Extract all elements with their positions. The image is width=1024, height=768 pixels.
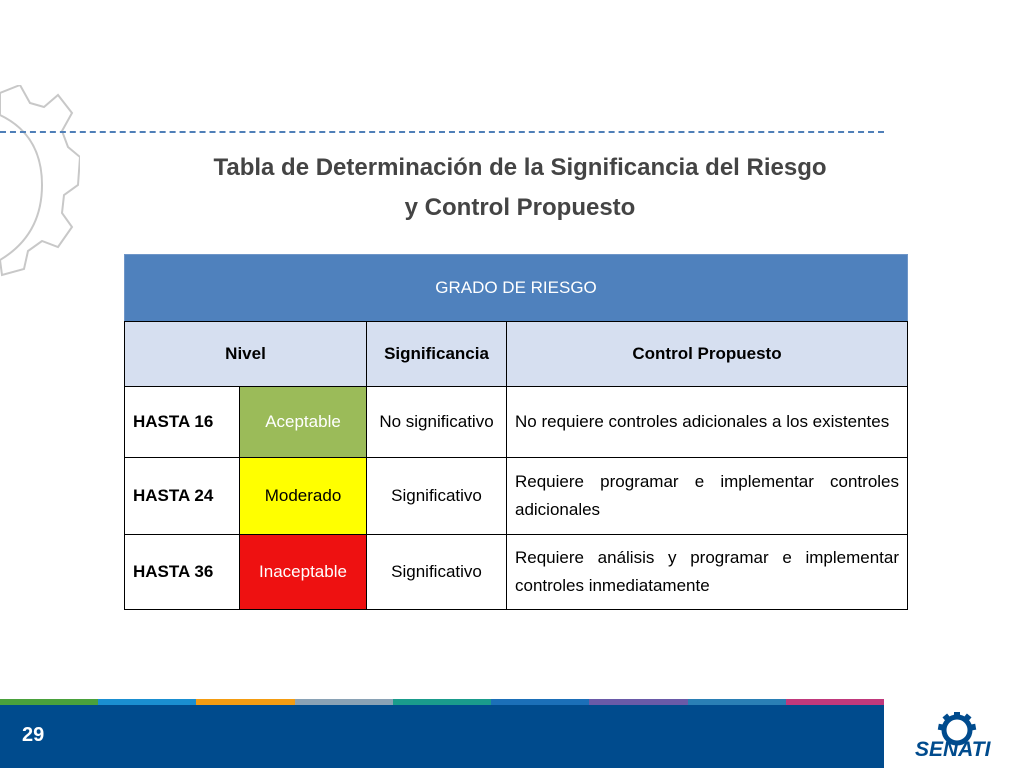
slide-title-line-1: Tabla de Determinación de la Significancia del Riesgo (213, 154, 827, 181)
nivel-cell: HASTA 24 (125, 458, 240, 535)
column-header-nivel: Nivel (125, 322, 367, 387)
grado-de-riesgo-header: GRADO DE RIESGO (125, 255, 908, 322)
level-moderate-cell: Moderado (240, 458, 367, 535)
slide-title-line-2: y Control Propuesto (404, 194, 636, 221)
level-unacceptable-cell: Inaceptable (240, 535, 367, 610)
footer-bar (0, 705, 884, 768)
control-cell: Requiere programar e implementar controles adicionales (507, 458, 908, 535)
senati-logo-text: SENATI (915, 738, 991, 761)
risk-table (124, 254, 908, 610)
nivel-cell: HASTA 16 (125, 387, 240, 458)
slide-title (140, 148, 900, 228)
gear-watermark-icon (0, 85, 80, 285)
page-number: 29 (22, 724, 45, 746)
significancia-cell: No significativo (367, 387, 507, 458)
significancia-cell: Significativo (367, 458, 507, 535)
level-acceptable-cell: Aceptable (240, 387, 367, 458)
table-row (125, 458, 908, 535)
table-row (125, 535, 908, 610)
column-header-row (125, 322, 908, 387)
column-header-control: Control Propuesto (507, 322, 908, 387)
table-row (125, 387, 908, 458)
column-header-significancia: Significancia (367, 322, 507, 387)
nivel-cell: HASTA 36 (125, 535, 240, 610)
header-divider (0, 131, 884, 133)
control-cell: Requiere análisis y programar e implementar controles inmediatamente (507, 535, 908, 610)
control-cell: No requiere controles adicionales a los existentes (507, 387, 908, 458)
significancia-cell: Significativo (367, 535, 507, 610)
